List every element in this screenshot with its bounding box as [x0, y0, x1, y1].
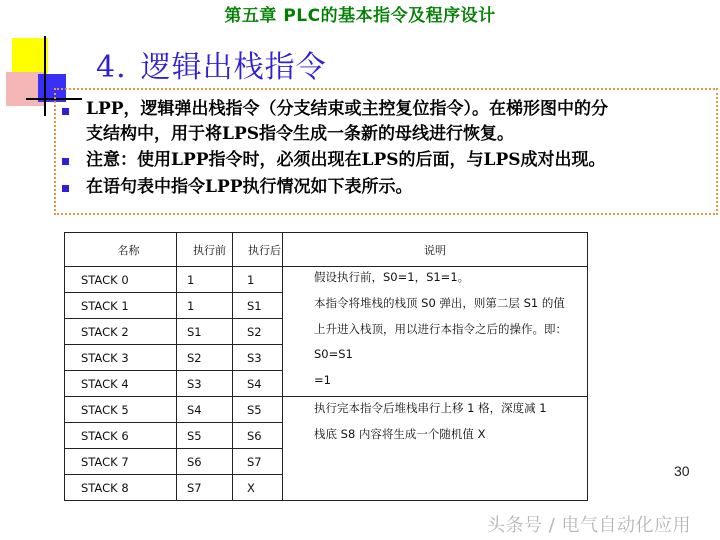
note-line-2: 支结构中，用于将LPS指令生成一条新的母线进行恢复。 — [86, 124, 515, 144]
bullet-icon — [62, 108, 69, 115]
note-line-4: 在语句表中指令LPP执行情况如下表所示。 — [86, 177, 413, 197]
cell-before: S7 — [177, 475, 233, 501]
cell-after: S4 — [233, 371, 283, 397]
cell-before: S6 — [177, 449, 233, 475]
description-line: 执行完本指令后堆栈串行上移 1 格，深度减 1 — [314, 401, 547, 415]
page-number: 30 — [674, 463, 690, 479]
cell-after: 1 — [233, 267, 283, 293]
header-before: 执行前 — [177, 233, 233, 267]
cell-name: STACK 0 — [65, 267, 177, 293]
description-line: S0=S1 — [314, 347, 353, 361]
cell-name: STACK 3 — [65, 345, 177, 371]
cell-after: S5 — [233, 397, 283, 423]
description-line: 栈底 S8 内容将生成一个随机值 X — [314, 427, 486, 441]
decorative-line-vertical — [44, 36, 46, 116]
description-line: 本指令将堆栈的栈顶 S0 弹出，则第二层 S1 的值 — [314, 296, 565, 310]
note-line-3: 注意：使用LPP指令时，必须出现在LPS的后面，与LPS成对出现。 — [86, 150, 606, 170]
chapter-title: 第五章 PLC的基本指令及程序设计 — [224, 6, 496, 26]
description-line: =1 — [314, 373, 331, 387]
cell-after: S7 — [233, 449, 283, 475]
header-name: 名称 — [65, 233, 177, 267]
cell-name: STACK 5 — [65, 397, 177, 423]
cell-before: S4 — [177, 397, 233, 423]
cell-after: X — [233, 475, 283, 501]
cell-after: S6 — [233, 423, 283, 449]
section-heading — [96, 42, 327, 86]
watermark: 头条号 / 电气自动化应用 — [487, 515, 692, 536]
cell-before: 1 — [177, 267, 233, 293]
cell-name: STACK 7 — [65, 449, 177, 475]
cell-name: STACK 8 — [65, 475, 177, 501]
decorative-square-yellow — [12, 38, 48, 74]
description-line: 上升进入栈顶，用以进行本指令之后的操作。即： — [314, 322, 567, 336]
notes-box — [54, 88, 718, 215]
description-line: 假设执行前，S0=1，S1=1。 — [314, 270, 470, 284]
cell-before: S2 — [177, 345, 233, 371]
cell-after: S3 — [233, 345, 283, 371]
cell-after: S1 — [233, 293, 283, 319]
bullet-icon — [62, 185, 69, 192]
bullet-icon — [62, 158, 69, 165]
note-line-1: LPP，逻辑弹出栈指令（分支结束或主控复位指令）。在梯形图中的分 — [86, 99, 609, 119]
cell-before: S1 — [177, 319, 233, 345]
section-number: 4. — [96, 50, 127, 85]
cell-name: STACK 2 — [65, 319, 177, 345]
cell-before: S5 — [177, 423, 233, 449]
cell-name: STACK 1 — [65, 293, 177, 319]
header-bar — [0, 0, 720, 24]
header-description: 说明 — [283, 233, 588, 267]
cell-before: 1 — [177, 293, 233, 319]
cell-name: STACK 4 — [65, 371, 177, 397]
header-after: 执行后 — [233, 233, 283, 267]
cell-after: S2 — [233, 319, 283, 345]
cell-name: STACK 6 — [65, 423, 177, 449]
section-title-text: 逻辑出栈指令 — [140, 50, 327, 85]
cell-before: S3 — [177, 371, 233, 397]
table-header-row — [65, 233, 588, 267]
